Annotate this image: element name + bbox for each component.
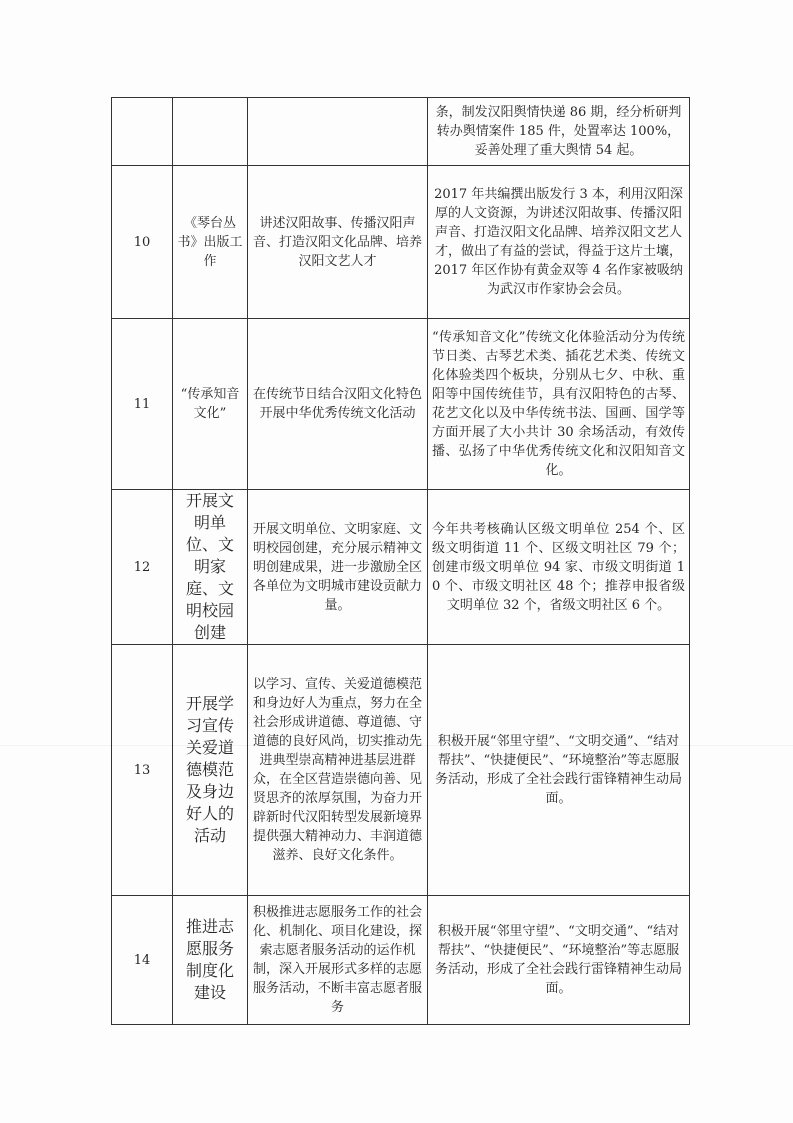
- item-name: 开展文明单位、文明家庭、文明校园创建: [173, 490, 248, 645]
- row-number: 13: [112, 645, 173, 896]
- item-result: 积极开展“邻里守望”、“文明交通”、“结对帮扶”、“快捷便民”、“环境整治”等志愿服务活动，形成了全社会践行雷锋精神生动局面。: [428, 645, 690, 896]
- item-result: 积极开展“邻里守望”、“文明交通”、“结对帮扶”、“快捷便民”、“环境整治”等志愿服务活动，形成了全社会践行雷锋精神生动局面。: [428, 896, 690, 1025]
- item-description: [248, 98, 428, 166]
- table-row: [112, 98, 690, 166]
- table-row: [112, 490, 690, 645]
- item-name: [173, 98, 248, 166]
- item-name: “传承知音文化”: [173, 319, 248, 490]
- item-result: 今年共考核确认区级文明单位 254 个、区级文明街道 11 个、区级文明社区 79 个；创建市级文明单位 94 家、市级文明街道 10 个、市级文明社区 48 个；推荐申报省级文明单位 32 个，省级文明社区 6 个。: [428, 490, 690, 645]
- row-number: 11: [112, 319, 173, 490]
- item-result: 2017 年共编撰出版发行 3 本，利用汉阳深厚的人文资源，为讲述汉阳故事、传播汉阳声音、打造汉阳文化品牌、培养汉阳文艺人才，做出了有益的尝试，得益于这片土壤，2017 年区作协有黄金双等 4 名作家被吸纳为武汉市作家协会会员。: [428, 166, 690, 319]
- row-number: 10: [112, 166, 173, 319]
- item-description: 以学习、宣传、关爱道德模范和身边好人为重点，努力在全社会形成讲道德、尊道德、守道德的良好风尚，切实推动先进典型崇高精神进基层进群众，在全区营造崇德向善、见贤思齐的浓厚氛围，为奋力开辟新时代汉阳转型发展新境界提供强大精神动力、丰润道德滋养、良好文化条件。: [248, 645, 428, 896]
- item-description: 讲述汉阳故事、传播汉阳声音、打造汉阳文化品牌、培养汉阳文艺人才: [248, 166, 428, 319]
- item-description: 积极推进志愿服务工作的社会化、机制化、项目化建设，探索志愿者服务活动的运作机制，深入开展形式多样的志愿服务活动，不断丰富志愿者服务: [248, 896, 428, 1025]
- table-row: [112, 319, 690, 490]
- item-result: 条，制发汉阳舆情快递 86 期，经分析研判转办舆情案件 185 件，处置率达 100%，妥善处理了重大舆情 54 起。: [428, 98, 690, 166]
- item-result: “传承知音文化”传统文化体验活动分为传统节日类、古琴艺术类、插花艺术类、传统文化体验类四个板块，分别从七夕、中秋、重阳等中国传统佳节，具有汉阳特色的古琴、花艺文化以及中华传统书法、国画、国学等方面开展了大小共计 30 余场活动，有效传播、弘扬了中华优秀传统文化和汉阳知音文化。: [428, 319, 690, 490]
- item-name: 推进志愿服务制度化建设: [173, 896, 248, 1025]
- row-number: 12: [112, 490, 173, 645]
- item-description: 开展文明单位、文明家庭、文明校园创建，充分展示精神文明创建成果，进一步激励全区各单位为文明城市建设贡献力量。: [248, 490, 428, 645]
- row-number: [112, 98, 173, 166]
- item-name: 《琴台丛书》出版工作: [173, 166, 248, 319]
- row-number: 14: [112, 896, 173, 1025]
- scan-artifact-line: [0, 745, 793, 746]
- item-description: 在传统节日结合汉阳文化特色开展中华优秀传统文化活动: [248, 319, 428, 490]
- table-row: [112, 896, 690, 1025]
- item-name: 开展学习宣传关爱道德模范及身边好人的活动: [173, 645, 248, 896]
- work-table: [111, 97, 690, 1025]
- table-row: [112, 166, 690, 319]
- table-row: [112, 645, 690, 896]
